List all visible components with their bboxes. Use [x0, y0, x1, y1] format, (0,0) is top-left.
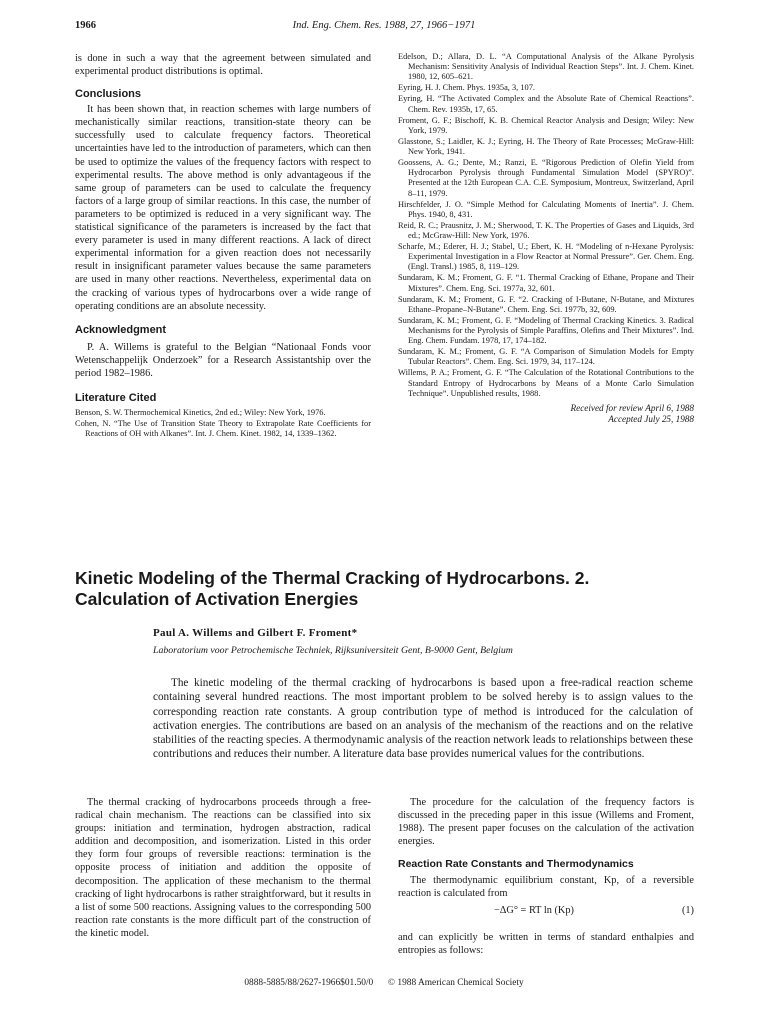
equation-number: (1): [681, 904, 694, 916]
body-paragraph: The thermal cracking of hydrocarbons proceeds through a free-radical chain mechanism. The reactions can be classified into six groups: initiation and termination, hydrogen abstraction, radical addition and decomposition, and isomerization. Listed in this order they form four groups of reversible reactions: termination is the opposite process of initiation and addition the opposite of decomposition. The application of these mechanism to the thermal cracking of light hydrocarbons is rather straightforward, but it results in a list of some 500 reactions. Assigning values to the corresponding 500 reaction rate constants is the more difficult part of the construction of the kinetic model.: [75, 797, 371, 939]
abstract-text: The kinetic modeling of the thermal cracking of hydrocarbons is based upon a free-radical reaction scheme containing several hundred reactions. The most important problem to be solved hereby is to assign values to the corresponding reaction rate constants. A group contribution type of method is introduced for the calculation of activation energies. The contributions are based on an analysis of the mechanism of the reactions and on the relative stabilities of the reacting species. A thermodynamic analysis of the reaction network leads to relationships between these contributions and reduces their number. A literature data base provides numerical values for the contributions.: [153, 677, 693, 761]
reference-item: Eyring, H. “The Activated Complex and the Absolute Rate of Chemical Reactions”. Chem. Rev. 1935b, 17, 65.: [398, 94, 694, 114]
received-dates: [398, 403, 694, 425]
reference-item: Sundaram, K. M.; Froment, G. F. “Modeling of Thermal Cracking Kinetics. 3. Radical Mechanisms for the Pyrolysis of Simple Paraffins, Olefins and Their Mixtures”. Ind. Eng. Chem. Fundam. 1978, 17, 174–182.: [398, 315, 694, 346]
affiliation: Laboratorium voor Petrochemische Techniek, Rijksuniversiteit Gent, B-9000 Gent, Belgium: [153, 645, 513, 656]
footer: [0, 978, 768, 988]
left-column-top: [75, 52, 371, 440]
reference-item: Sundaram, K. M.; Froment, G. F. “A Comparison of Simulation Models for Empty Tubular Reactors”. Chem. Eng. Sci. 1979, 34, 117–124.: [398, 347, 694, 367]
title-line-1: Kinetic Modeling of the Thermal Cracking of Hydrocarbons. 2.: [75, 568, 590, 588]
title-line-2: Calculation of Activation Energies: [75, 589, 359, 609]
reference-item: Benson, S. W. Thermochemical Kinetics, 2nd ed.; Wiley: New York, 1976.: [75, 407, 326, 417]
authors: Paul A. Willems and Gilbert F. Froment*: [153, 627, 358, 639]
reference-item: Reid, R. C.; Prausnitz, J. M.; Sherwood, T. K. The Properties of Gases and Liquids, 3rd ed.; McGraw-Hill: New York, 1976.: [398, 220, 694, 241]
right-reference-list: [398, 52, 694, 425]
reference-item: Eyring, H. J. Chem. Phys. 1935a, 3, 107.: [398, 83, 536, 93]
accepted-date: Accepted July 25, 1988: [608, 414, 694, 425]
reference-item: Sundaram, K. M.; Froment, G. F. “2. Cracking of I-Butane, N-Butane, and Mixtures Ethane–Propane–N-Butane”. Chem. Eng. Sci. 1977b, 32, 609.: [398, 294, 694, 314]
received-date: Received for review April 6, 1988: [570, 403, 694, 414]
reference-item: Hirschfelder, J. O. “Simple Method for Calculating Moments of Inertia”. J. Chem. Phys. 1940, 8, 431.: [398, 199, 694, 219]
continuation-text: is done in such a way that the agreement between simulated and experimental product distributions is optimal.: [75, 53, 371, 78]
body-paragraph: The procedure for the calculation of the frequency factors is discussed in the preceding paper in this issue (Willems and Froment, 1988). The present paper focuses on the calculation of the activation energies.: [398, 797, 694, 848]
literature-heading: Literature Cited: [75, 391, 157, 404]
body-right-column: [398, 796, 694, 957]
article-title: [75, 568, 695, 610]
acknowledgment-heading: Acknowledgment: [75, 323, 167, 336]
body-left-column: [75, 796, 371, 940]
abstract: [153, 676, 693, 762]
equation-1: [398, 903, 694, 921]
reference-item: Scharfe, M.; Ederer, H. J.; Stabel, U.; Ebert, K. H. “Modeling of n-Hexane Pyrolysis: Experimental Investigation in a Flow Reactor at Normal Pressure”. Ger. Chem. Eng. (Engl. Transl.) 1985, 8, 119–129.: [398, 242, 694, 272]
reference-item: Willems, P. A.; Froment, G. F. “The Calculation of the Rotational Contributions to the Standard Entropy of Hydrocarbons by Means of a Monte Carlo Simulation Technique”. Unpublished results, 1988.: [398, 368, 694, 398]
reference-item: Sundaram, K. M.; Froment, G. F. “1. Thermal Cracking of Ethane, Propane and Their Mixtures”. Chem. Eng. Sci. 1977a, 32, 601.: [398, 273, 694, 293]
footer-copyright: © 1988 American Chemical Society: [387, 978, 524, 988]
reference-item: Glasstone, S.; Laidler, K. J.; Eyring, H. The Theory of Rate Processes; McGraw-Hill: New York, 1941.: [398, 136, 694, 157]
left-reference-list: [75, 408, 371, 439]
conclusions-text: It has been shown that, in reaction schemes with large numbers of mechanistically similar reactions, transition-state theory can be successfully used to calculate frequency factors. Theoretical uncertainties have led to the introduction of parameters, which can then be used to optimize the values of the frequency factors with respect to experimental results. The above method is only advantageous if the same group of parameters can be used to calculate the frequency factors of a large group of similar reactions. In this case, the number of parameters to be optimized is reduced in a very significant way. The statistical significance of the parameters is increased by the fact that every parameter is used in many different reactions. A lack of direct experimental information for a given reaction does not necessarily result in insignificant parameter values because the same parameters are used in many other reactions. Nevertheless, experimental data on the cracking of various types of hydrocarbons over a wide range of operating conditions are an absolute necessity.: [75, 104, 371, 312]
reference-item: Edelson, D.; Allara, D. L. “A Computational Analysis of the Alkane Pyrolysis Mechanism: Sensitivity Analysis of Individual Reaction Steps”. Int. J. Chem. Kinet. 1980, 12, 605–621.: [398, 52, 694, 82]
body-paragraph: and can explicitly be written in terms of standard enthalpies and entropies as follows:: [398, 931, 694, 956]
reference-item: Froment, G. F.; Bischoff, K. B. Chemical Reactor Analysis and Design; Wiley: New York, 1979.: [398, 115, 694, 135]
body-paragraph: The thermodynamic equilibrium constant, Kp, of a reversible reaction is calculated from: [398, 875, 694, 900]
equation-text: −ΔG° = RT ln (Kp): [494, 904, 574, 916]
reference-item: Goossens, A. G.; Dente, M.; Ranzi, E. “Rigorous Prediction of Olefin Yield from Hydrocarbon Pyrolysis through Fundamental Simulation Model (SPYRO)”. Presented at the 12th European C.A. C.E. Symposium, Montreux, Switzerland, April 8–11, 1979.: [398, 158, 694, 198]
journal-header: Ind. Eng. Chem. Res. 1988, 27, 1966−1971: [292, 20, 476, 31]
reference-item: Cohen, N. “The Use of Transition State Theory to Extrapolate Rate Coefficients for Reactions of OH with Alkanes”. Int. J. Chem. Kinet. 1982, 14, 1339–1362.: [75, 418, 371, 439]
footer-code: 0888-5885/88/2627-1966$01.50/0: [244, 978, 374, 988]
acknowledgment-text: P. A. Willems is grateful to the Belgian “Nationaal Fonds voor Wetenschappelijk Onderzoek” for a Research Assistantship over the period 1982–1986.: [75, 341, 371, 379]
page-number: 1966: [75, 20, 96, 31]
section-heading: Reaction Rate Constants and Thermodynamics: [398, 858, 634, 871]
conclusions-heading: Conclusions: [75, 88, 142, 101]
